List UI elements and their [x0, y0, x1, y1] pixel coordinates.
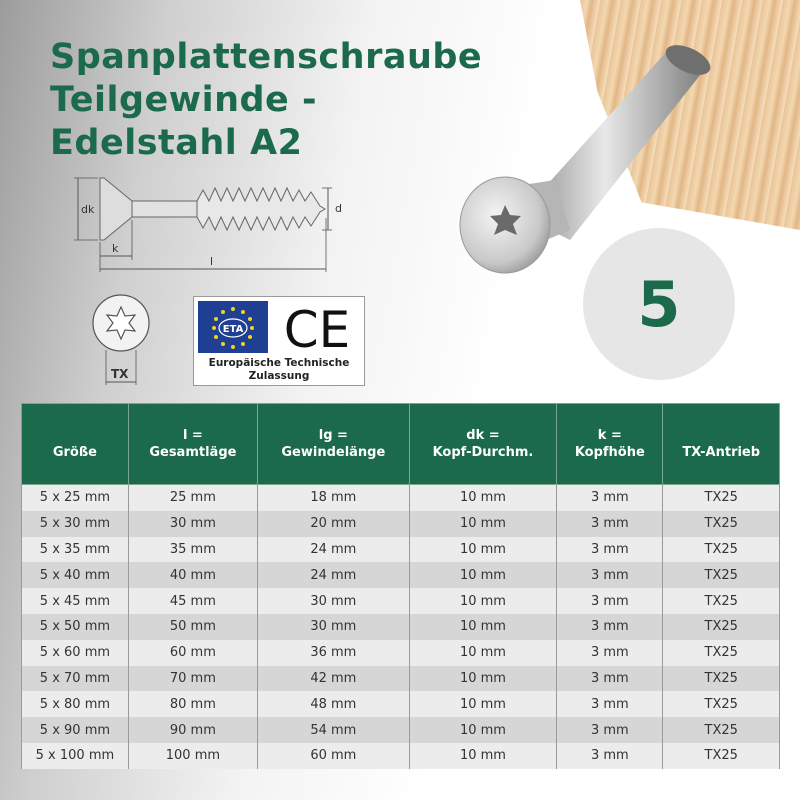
- table-row: [22, 562, 780, 588]
- table-row: [22, 691, 780, 717]
- table-row: [22, 537, 780, 563]
- table-cell: 3 mm: [557, 588, 663, 614]
- header-line-1: k =: [597, 428, 622, 443]
- table-cell: 45 mm: [128, 588, 257, 614]
- table-cell: 10 mm: [409, 562, 557, 588]
- table-cell: 30 mm: [257, 588, 409, 614]
- table-cell: 5 x 60 mm: [22, 640, 129, 666]
- table-cell: 5 x 40 mm: [22, 562, 129, 588]
- table-cell: 35 mm: [128, 537, 257, 563]
- header-line-2: Gewindelänge: [281, 445, 386, 460]
- table-header-cell: [663, 404, 780, 485]
- header-line-1: dk =: [466, 428, 500, 443]
- tx-label: TX: [111, 367, 129, 381]
- table-cell: 18 mm: [257, 485, 409, 511]
- table-cell: 30 mm: [257, 614, 409, 640]
- table-cell: TX25: [663, 485, 780, 511]
- table-header-cell: [22, 404, 129, 485]
- table-row: [22, 640, 780, 666]
- table-cell: 5 x 35 mm: [22, 537, 129, 563]
- table-cell: 3 mm: [557, 743, 663, 769]
- eta-caption-line-1: Europäische Technische: [208, 357, 350, 369]
- dimensions-table: [21, 403, 780, 769]
- table-cell: 10 mm: [409, 485, 557, 511]
- table-cell: 5 x 100 mm: [22, 743, 129, 769]
- eta-text: ETA: [222, 324, 244, 335]
- table-cell: 10 mm: [409, 537, 557, 563]
- title-line-3: Edelstahl A2: [50, 123, 303, 163]
- header-line-2: Kopf-Durchm.: [432, 445, 534, 460]
- table-header-cell: [409, 404, 557, 485]
- eu-flag-icon: [198, 301, 268, 353]
- table-cell: 10 mm: [409, 614, 557, 640]
- table-cell: 10 mm: [409, 717, 557, 743]
- table-row: [22, 511, 780, 537]
- table-cell: 100 mm: [128, 743, 257, 769]
- table-cell: 90 mm: [128, 717, 257, 743]
- table-cell: 80 mm: [128, 691, 257, 717]
- table-row: [22, 717, 780, 743]
- table-cell: 36 mm: [257, 640, 409, 666]
- torx-drive-diagram: [88, 290, 168, 390]
- k-label: k: [112, 242, 119, 255]
- table-cell: TX25: [663, 588, 780, 614]
- quantity-badge: 5: [583, 228, 735, 380]
- table-cell: 60 mm: [128, 640, 257, 666]
- eta-certification: [193, 296, 365, 386]
- header-line-1: l =: [182, 428, 203, 443]
- table-cell: 50 mm: [128, 614, 257, 640]
- table-cell: 30 mm: [128, 511, 257, 537]
- title-line-2: Teilgewinde -: [50, 80, 318, 120]
- dk-label: dk: [81, 203, 95, 216]
- table-cell: 60 mm: [257, 743, 409, 769]
- eta-caption-line-2: Zulassung: [248, 370, 310, 382]
- table-cell: 5 x 80 mm: [22, 691, 129, 717]
- table-cell: 48 mm: [257, 691, 409, 717]
- table-cell: 10 mm: [409, 743, 557, 769]
- table-cell: TX25: [663, 717, 780, 743]
- header-line-2: Größe: [52, 445, 97, 460]
- table-cell: 5 x 25 mm: [22, 485, 129, 511]
- header-line-1: [667, 427, 775, 444]
- table-cell: TX25: [663, 562, 780, 588]
- table-cell: 3 mm: [557, 666, 663, 692]
- table-cell: 3 mm: [557, 614, 663, 640]
- table-cell: 10 mm: [409, 691, 557, 717]
- table-cell: 3 mm: [557, 511, 663, 537]
- table-row: [22, 743, 780, 769]
- table-cell: TX25: [663, 640, 780, 666]
- ce-mark-icon: [274, 301, 360, 355]
- table-header-cell: [257, 404, 409, 485]
- table-row: [22, 588, 780, 614]
- table-cell: 3 mm: [557, 562, 663, 588]
- table-cell: 5 x 45 mm: [22, 588, 129, 614]
- table-cell: 5 x 30 mm: [22, 511, 129, 537]
- table-cell: TX25: [663, 537, 780, 563]
- table-cell: TX25: [663, 691, 780, 717]
- table-row: [22, 666, 780, 692]
- header-line-1: lg =: [318, 428, 348, 443]
- table-cell: 10 mm: [409, 511, 557, 537]
- table-cell: 3 mm: [557, 717, 663, 743]
- table-cell: 3 mm: [557, 640, 663, 666]
- header-line-2: Gesamtläge: [149, 445, 237, 460]
- ce-mark-text: CE: [283, 301, 351, 355]
- table-row: [22, 485, 780, 511]
- table-cell: 20 mm: [257, 511, 409, 537]
- table-cell: TX25: [663, 666, 780, 692]
- eta-caption: [194, 357, 364, 383]
- table-cell: 24 mm: [257, 537, 409, 563]
- header-line-1: [26, 427, 124, 444]
- title-line-1: Spanplattenschraube: [50, 37, 483, 77]
- table-cell: 25 mm: [128, 485, 257, 511]
- l-label: l: [210, 255, 214, 268]
- table-cell: 3 mm: [557, 537, 663, 563]
- table-cell: 3 mm: [557, 485, 663, 511]
- table-cell: 5 x 70 mm: [22, 666, 129, 692]
- table-cell: 10 mm: [409, 640, 557, 666]
- table-header-cell: [557, 404, 663, 485]
- table-cell: 5 x 50 mm: [22, 614, 129, 640]
- d-label: d: [335, 202, 342, 215]
- table-cell: 10 mm: [409, 588, 557, 614]
- table-cell: 54 mm: [257, 717, 409, 743]
- page-title: [50, 36, 482, 165]
- table-body: [22, 485, 780, 769]
- table-cell: 70 mm: [128, 666, 257, 692]
- screw-dimension-diagram: [70, 168, 360, 283]
- table-cell: 40 mm: [128, 562, 257, 588]
- header-line-2: Kopfhöhe: [574, 445, 645, 460]
- table-cell: 24 mm: [257, 562, 409, 588]
- table-header-row: [22, 404, 780, 485]
- table-cell: 42 mm: [257, 666, 409, 692]
- header-line-2: TX-Antrieb: [682, 445, 761, 460]
- table-header-cell: [128, 404, 257, 485]
- table-cell: 3 mm: [557, 691, 663, 717]
- table-cell: TX25: [663, 743, 780, 769]
- table-cell: TX25: [663, 511, 780, 537]
- table-cell: 5 x 90 mm: [22, 717, 129, 743]
- table-cell: 10 mm: [409, 666, 557, 692]
- table-cell: TX25: [663, 614, 780, 640]
- table-row: [22, 614, 780, 640]
